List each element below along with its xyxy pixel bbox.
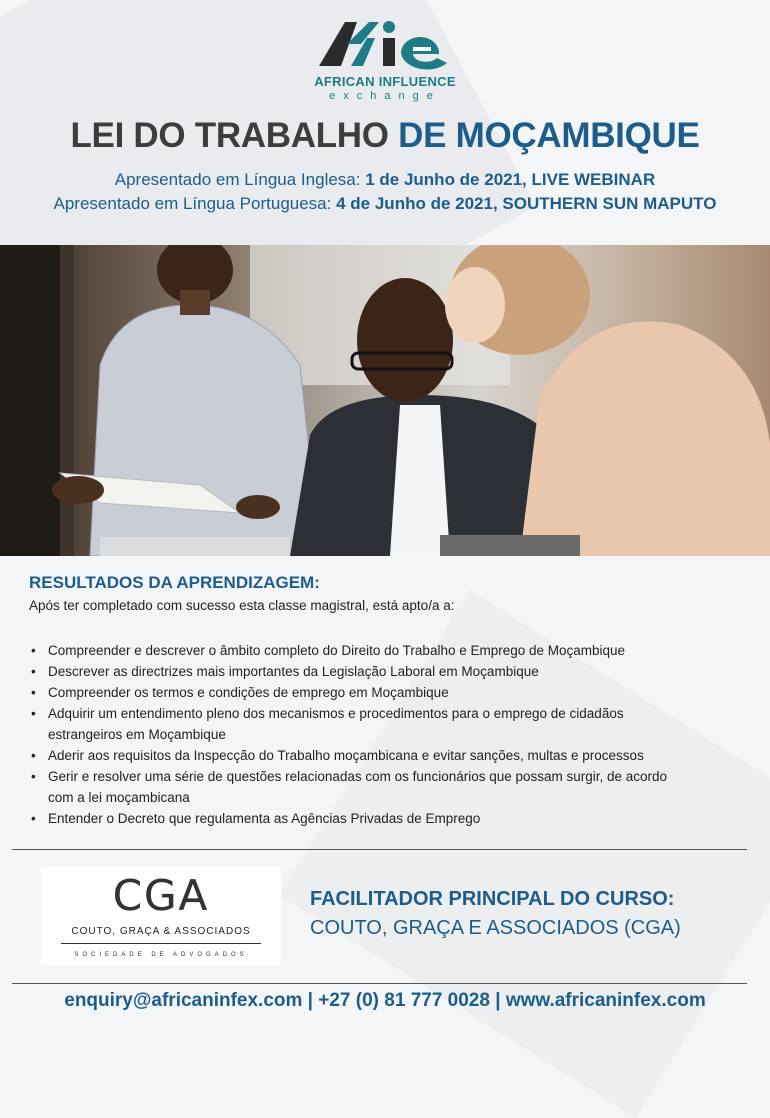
list-item: • Descrever as directrizes mais importantes da Legislação Laboral em Moçambique bbox=[29, 661, 749, 682]
list-item: • Aderir aos requisitos da Inspecção do Trabalho moçambicana e evitar sanções, multas e processos bbox=[29, 745, 749, 766]
list-item: • Entender o Decreto que regulamenta as Agências Privadas de Emprego bbox=[29, 808, 749, 829]
list-item: • Adquirir um entendimento pleno dos mecanismos e procedimentos para o emprego de cidadãos estrangeiros em Moçambique bbox=[29, 703, 648, 745]
session-english bbox=[0, 170, 770, 190]
title-part-2: DE MOÇAMBIQUE bbox=[398, 116, 700, 155]
office-meeting-illustration bbox=[0, 245, 770, 556]
list-item: • Compreender e descrever o âmbito completo do Direito do Trabalho e Emprego de Moçambique bbox=[29, 640, 749, 661]
cga-letters: CGA bbox=[112, 871, 210, 920]
session-label: Apresentado em Língua Portuguesa: bbox=[53, 194, 332, 213]
divider bbox=[12, 983, 747, 984]
session-label: Apresentado em Língua Inglesa: bbox=[114, 170, 361, 189]
learning-heading: RESULTADOS DA APRENDIZAGEM: bbox=[29, 573, 320, 592]
learning-outcomes-list bbox=[29, 640, 749, 829]
learning-intro: Após ter completado com sucesso esta classe magistral, está apto/a a: bbox=[29, 598, 455, 613]
page-title bbox=[0, 116, 770, 156]
logo bbox=[300, 18, 470, 108]
logo-name: AFRICAN INFLUENCE bbox=[314, 74, 456, 89]
list-item: • Compreender os termos e condições de emprego em Moçambique bbox=[29, 682, 749, 703]
cga-firm-name: COUTO, GRAÇA & ASSOCIADOS bbox=[71, 926, 251, 937]
footer-contact[interactable]: enquiry@africaninfex.com | +27 (0) 81 777 0028 | www.africaninfex.com bbox=[64, 990, 706, 1011]
header bbox=[0, 0, 770, 245]
facilitator-name: COUTO, GRAÇA E ASSOCIADOS (CGA) bbox=[310, 917, 681, 939]
hero-photo bbox=[0, 245, 770, 556]
logo-tagline: exchange bbox=[329, 90, 441, 102]
facilitator-heading: FACILITADOR PRINCIPAL DO CURSO: bbox=[310, 888, 675, 910]
title-part-1: LEI DO TRABALHO bbox=[70, 116, 389, 155]
divider bbox=[12, 849, 747, 850]
cga-logo bbox=[41, 867, 281, 965]
session-portuguese bbox=[0, 194, 770, 214]
cga-subtitle: SOCIEDADE DE ADVOGADOS bbox=[74, 952, 248, 958]
session-detail: 1 de Junho de 2021, LIVE WEBINAR bbox=[365, 170, 656, 189]
cga-divider bbox=[61, 943, 261, 944]
session-detail: 4 de Junho de 2021, SOUTHERN SUN MAPUTO bbox=[336, 194, 717, 213]
aie-logo-icon bbox=[317, 18, 453, 72]
list-item: • Gerir e resolver uma série de questões relacionadas com os funcionários que possam surgir, de acordo com a lei moçambicana bbox=[29, 766, 688, 808]
